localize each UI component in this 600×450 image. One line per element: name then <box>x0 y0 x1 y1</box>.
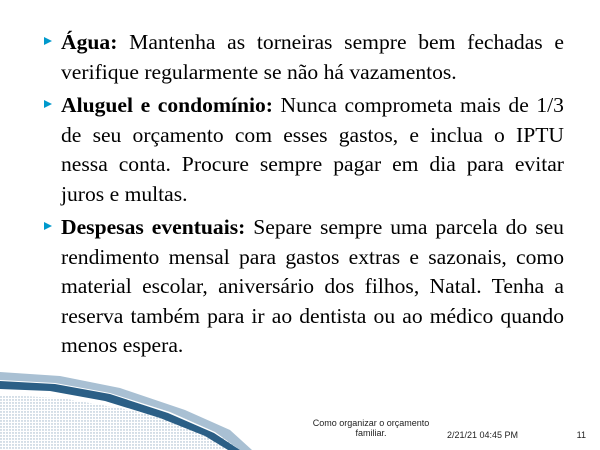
page-number: 11 <box>576 430 586 440</box>
bullet-arrow-icon <box>44 37 52 45</box>
bullet-arrow-icon <box>44 100 52 108</box>
footer-title: Como organizar o orçamento familiar. <box>312 418 430 438</box>
bullet-item-despesas <box>44 213 564 361</box>
bullet-list <box>44 28 564 365</box>
bullet-item-aluguel <box>44 91 564 209</box>
bullet-term: Água: <box>61 30 118 54</box>
bullet-item-agua <box>44 28 564 87</box>
bullet-text: Mantenha as torneiras sempre bem fechadas e verifique regularmente se não há vazamentos. <box>61 30 564 84</box>
bullet-arrow-icon <box>44 222 52 230</box>
bullet-term: Aluguel e condomínio: <box>61 93 273 117</box>
bullet-term: Despesas eventuais: <box>61 215 246 239</box>
bullet-text: Nunca comprometa mais de 1/3 de seu orçamento com esses gastos, e inclua o IPTU nessa conta. Procure sempre pagar em dia para evitar juros e multas. <box>61 93 564 206</box>
footer-date: 2/21/21 04:45 PM <box>447 430 519 440</box>
bullet-text: Separe sempre uma parcela do seu rendimento mensal para gastos extras e sazonais, como material escolar, aniversário dos filhos, Natal. Tenha a reserva também para ir ao dentista ou ao médico quando menos espera. <box>61 215 564 357</box>
